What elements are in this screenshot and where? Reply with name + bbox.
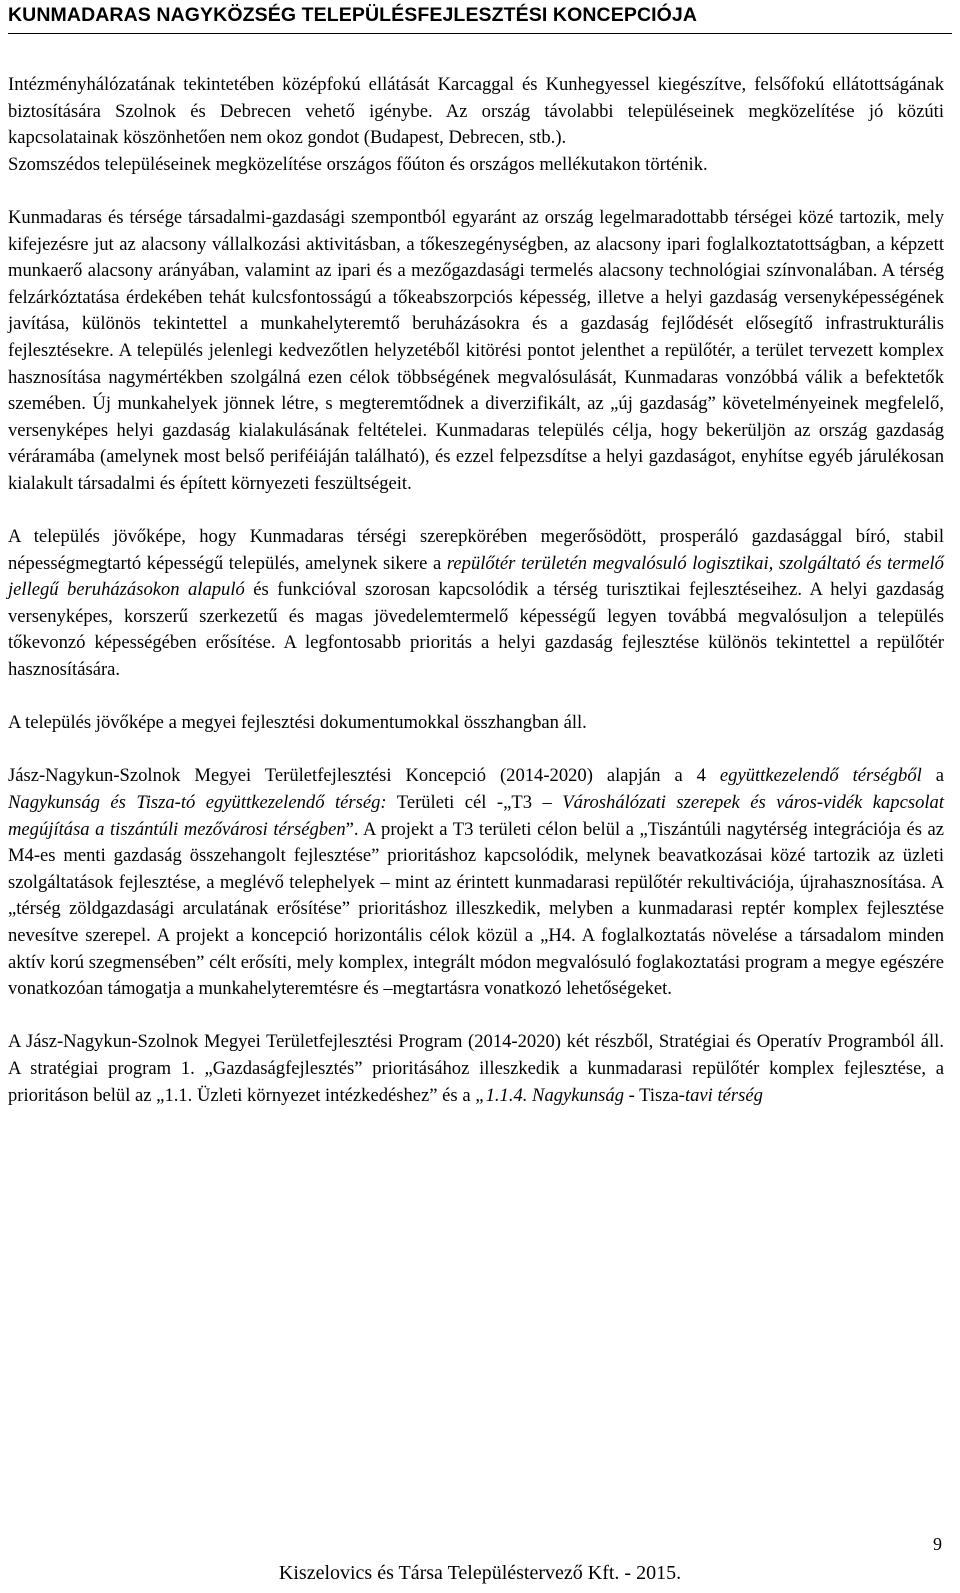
page-header bbox=[8, 4, 952, 34]
page-footer bbox=[0, 1562, 960, 1585]
paragraph-1b bbox=[8, 152, 944, 179]
paragraph-5-text-c: Területi cél -„T3 – bbox=[386, 792, 563, 814]
paragraph-6-text-b: - Tisza- bbox=[623, 1084, 685, 1106]
page-number: 9 bbox=[933, 1534, 942, 1554]
paragraph-5-text-a: Jász-Nagykun-Szolnok Megyei Területfejlesztési Koncepció (2014-2020) alapján a 4 bbox=[8, 765, 720, 787]
paragraph-3-text-b: és funkcióval szorosan kapcsolódik a térség turisztikai fejlesztéseihez. A helyi gazdaság versenyképes, korszerű szerkezetű és magas jövedelemtermelő képességű legyen továbbá megvalósuljon a település tőkevonzó képességében erősítése. A legfontosabb prioritás a helyi gazdaság fejlesztése különös tekintettel a repülőtér hasznosítására. bbox=[8, 579, 944, 681]
paragraph-4 bbox=[8, 710, 944, 737]
paragraph-6-italic-b: tavi térség bbox=[684, 1084, 763, 1106]
paragraph-2-text: Kunmadaras és térsége társadalmi-gazdasági szempontból egyaránt az ország legelmaradottabb térségei közé tartozik, mely kifejezésre jut az alacsony vállalkozási aktivitásban, a tőkeszegénységben, az alacsony ipari foglalkoztatottságban, a képzett munkaerő alacsony arányában, valamint az ipari és a mezőgazdasági termelés alacsony technológiai színvonalában. A térség felzárkóztatása érdekében tehát kulcsfontosságú a tőkeabszorpciós képesség, illetve a helyi gazdaság versenyképességének javítása, különös tekintettel a munkahelyteremtő beruházásokra és a gazdaság fejlődését elősegítő infrastrukturális fejlesztésekre. A település jelenlegi kedvezőtlen helyzetéből kitörési pontot jelenthet a repülőtér, a terület tervezett komplex hasznosítása nagymértékben szolgálná ezen célok többségének megvalósulását, Kunmadaras vonzóbbá válik a befektetők szemében. Új munkahelyek jönnek létre, s megteremtődnek a diverzifikált, az „új gazdaság” követelményeinek megfelelő, versenyképes helyi gazdaság kialakulásának feltételei. Kunmadaras település célja, hogy bekerüljön az ország gazdaság véráramába (amelynek most belső periféiáján található), és ezzel felpezsdítse a helyi gazdaságot, enyhítse egyéb járulékosan kialakult társadalmi és épített környezeti feszültségeit. bbox=[8, 206, 944, 494]
paragraph-2 bbox=[8, 205, 944, 498]
paragraph-5 bbox=[8, 763, 944, 1002]
paragraph-1-text: Intézményhálózatának tekintetében középfokú ellátását Karcaggal és Kunhegyessel kiegészítve, felsőfokú ellátottságának biztosítására Szolnok és Debrecen vehető igénybe. Az ország távolabbi településeinek megközelítése jó közúti kapcsolatainak köszönhetően nem okoz gondot (Budapest, Debrecen, stb.). bbox=[8, 74, 944, 149]
paragraph-3 bbox=[8, 524, 944, 684]
document-body bbox=[8, 72, 944, 1109]
paragraph-6 bbox=[8, 1029, 944, 1109]
paragraph-5-text-d: ”. A projekt a T3 területi célon belül a „Tiszántúli nagytérség integrációja és az M4-es menti gazdaság összehangolt fejlesztése” prioritáshoz kapcsolódik, melynek beavatkozásai közé tartozik az üzleti szolgáltatások fejlesztése, a meglévő telephelyek – mint az érintett kunmadarasi repülőtér rekultivációja, újrahasznosítása. A „térség zöldgazdasági arculatának erősítése” prioritáshoz illeszkedik, melyben a kunmadarasi reptér komplex fejlesztése nevesítve szerepel. A projekt a koncepció horizontális célok közül a „H4. A foglalkoztatás növelése a társadalom minden aktív korú szegmensében” célt erősíti, mely komplex, integrált módon megvalósuló foglakoztatási program a megye egészére vonatkozóan támogatja a munkahelyteremtésre és –megtartásra vonatkozó lehetőségeket. bbox=[8, 818, 945, 1000]
paragraph-6-italic-a: „1.1.4. Nagykunság bbox=[475, 1084, 624, 1106]
paragraph-4-text: A település jövőképe a megyei fejlesztési dokumentumokkal összhangban áll. bbox=[8, 712, 587, 734]
paragraph-5-italic-b: Nagykunság és Tisza-tó együttkezelendő térség: bbox=[8, 792, 387, 814]
footer-text: Kiszelovics és Társa Településtervező Kft. - 2015. bbox=[278, 1562, 682, 1584]
paragraph-1b-text: Szomszédos településeinek megközelítése országos főúton és országos mellékutakon történik. bbox=[8, 153, 708, 175]
document-title: KUNMADARAS NAGYKÖZSÉG TELEPÜLÉSFEJLESZTÉSI KONCEPCIÓJA bbox=[8, 4, 698, 26]
paragraph-3-text-a: A település jövőképe, hogy Kunmadaras térségi szerepkörében megerősödött, prosperáló gazdasággal bíró, stabil népességmegtartó képességű település, amelynek sikere a bbox=[8, 526, 944, 574]
paragraph-1 bbox=[8, 72, 944, 152]
paragraph-6-text-a: A Jász-Nagykun-Szolnok Megyei Területfejlesztési Program (2014-2020) két részből, Stratégiai és Operatív Programból áll. A stratégiai program 1. „Gazdaságfejlesztés” prioritásához illeszkedik a kunmadarasi repülőtér komplex fejlesztése, a prioritáson belül az „1.1. Üzleti környezet intézkedéshez” és a bbox=[8, 1031, 944, 1106]
paragraph-5-italic-c: Városhálózati szerepek és város-vidék kapcsolat megújítása a tiszántúli mezővárosi térségben bbox=[8, 792, 944, 840]
paragraph-3-italic: repülőtér területén megvalósuló logisztikai, szolgáltató és termelő jellegű beruházásokon alapuló bbox=[8, 552, 944, 601]
paragraph-5-text-b: a bbox=[921, 765, 945, 787]
paragraph-5-italic-a: együttkezelendő térségből bbox=[719, 765, 922, 787]
